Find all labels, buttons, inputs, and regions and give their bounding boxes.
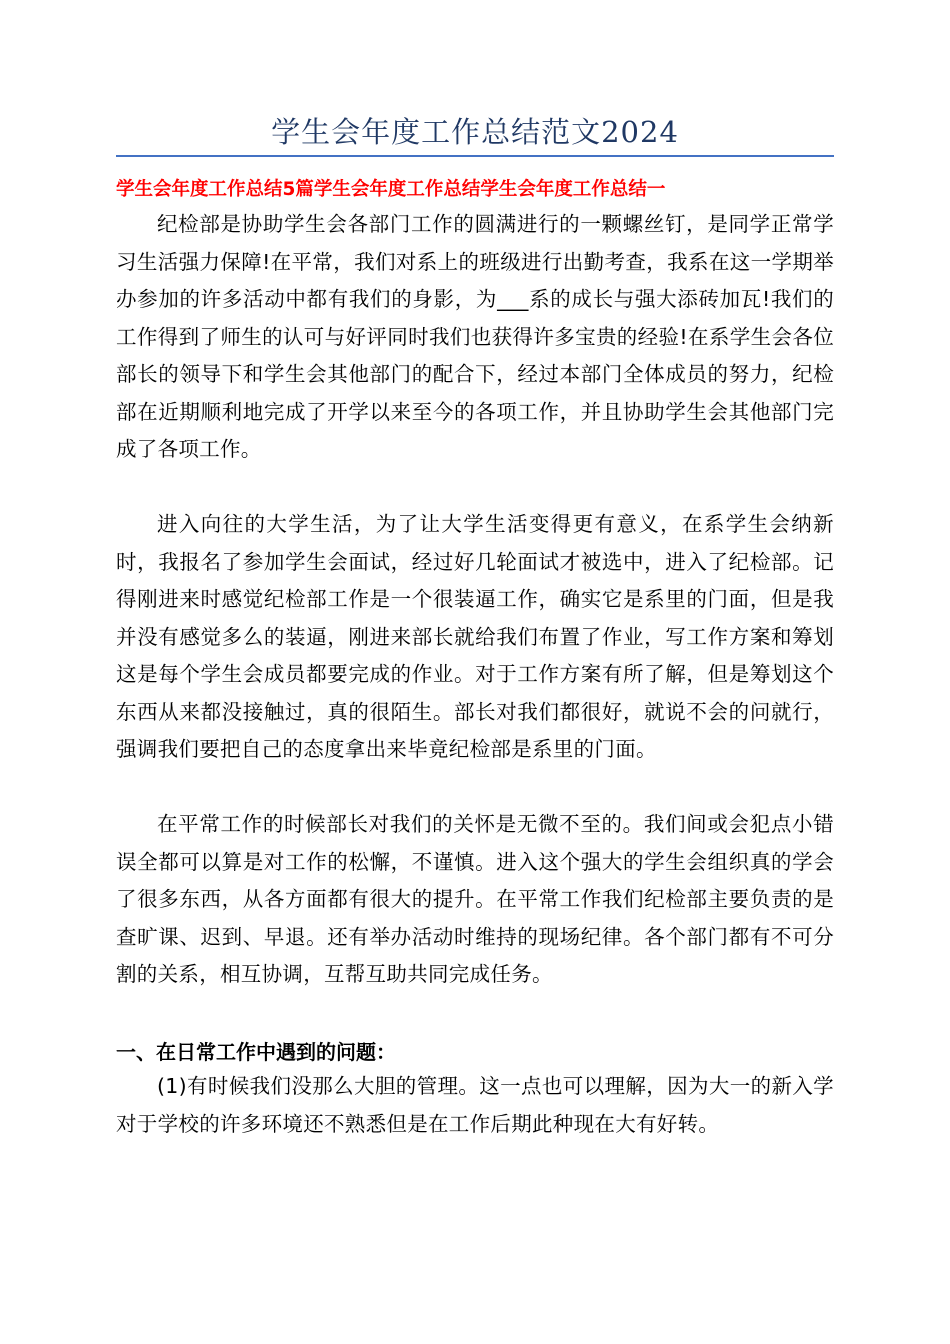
- paragraph-2: 进入向往的大学生活，为了让大学生活变得更有意义，在系学生会纳新时，我报名了参加学生会面试，经过好几轮面试才被选中，进入了纪检部。记得刚进来时感觉纪检部工作是一个很装逼工作，确实它是系里的门面，但是我并没有感觉多么的装逼，刚进来部长就给我们布置了作业，写工作方案和筹划这是每个学生会成员都要完成的作业。对于工作方案有所了解，但是筹划这个东西从来都没接触过，真的很陌生。部长对我们都很好，就说不会的问就行，强调我们要把自己的态度拿出来毕竟纪检部是系里的门面。: [116, 512, 834, 761]
- paragraph-1: 纪检部是协助学生会各部门工作的圆满进行的一颗螺丝钉，是同学正常学习生活强力保障!在平常，我们对系上的班级进行出勤考查，我系在这一学期举办参加的许多活动中都有我们的身影，为___系的成长与强大添砖加瓦!我们的工作得到了师生的认可与好评同时我们也获得许多宝贵的经验!在系学生会各位部长的领导下和学生会其他部门的配合下，经过本部门全体成员的努力，纪检部在近期顺利地完成了开学以来至今的各项工作，并且协助学生会其他部门完成了各项工作。: [116, 212, 834, 461]
- title-underline: [116, 155, 834, 157]
- document-title: 学生会年度工作总结范文2024: [271, 115, 679, 149]
- section-heading: 一、在日常工作中遇到的问题：: [116, 1040, 396, 1064]
- document-subtitle: 学生会年度工作总结5篇学生会年度工作总结学生会年度工作总结一: [116, 179, 666, 200]
- section-paragraph: (1)有时候我们没那么大胆的管理。这一点也可以理解，因为大一的新入学对于学校的许多环境还不熟悉但是在工作后期此种现在大有好转。: [116, 1074, 834, 1136]
- paragraph-3: 在平常工作的时候部长对我们的关怀是无微不至的。我们间或会犯点小错误全都可以算是对工作的松懈，不谨慎。进入这个强大的学生会组织真的学会了很多东西，从各方面都有很大的提升。在平常工作我们纪检部主要负责的是查旷课、迟到、早退。还有举办活动时维持的现场纪律。各个部门都有不可分割的关系，相互协调，互帮互助共同完成任务。: [116, 812, 834, 986]
